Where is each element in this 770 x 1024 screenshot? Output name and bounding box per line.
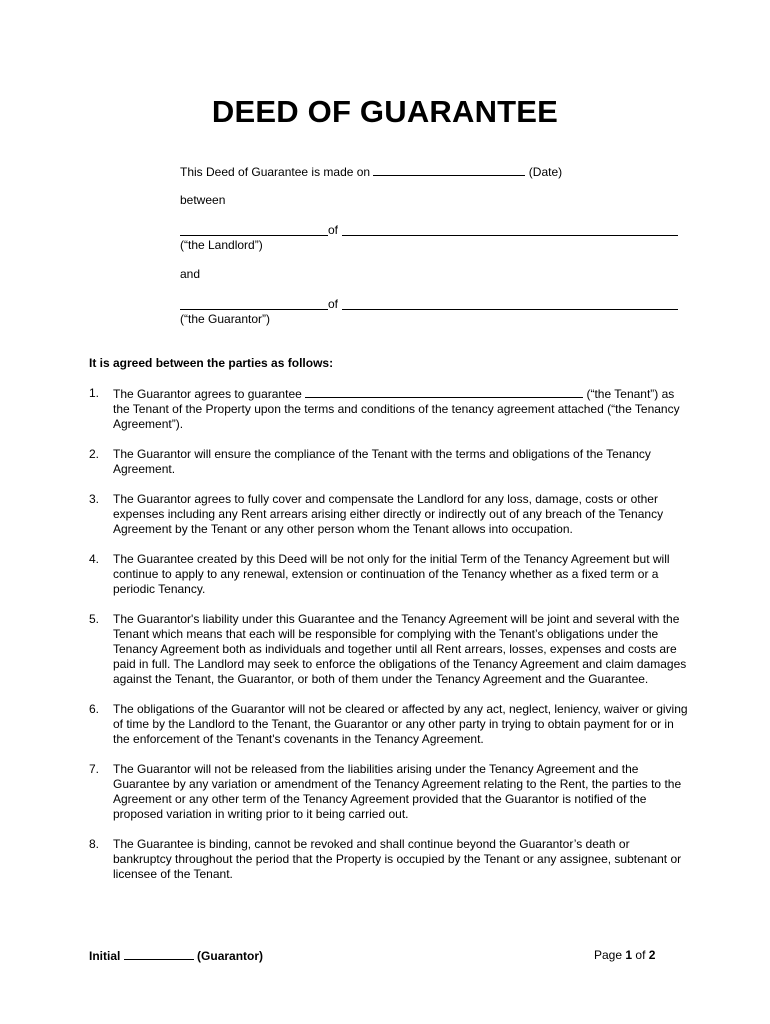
made-on-label: This Deed of Guarantee is made on xyxy=(180,165,371,179)
initial-label: Initial xyxy=(89,949,121,963)
clause-number: 2. xyxy=(89,447,100,461)
clause-item xyxy=(89,492,689,537)
of-label: of xyxy=(328,297,339,311)
clause-number: 4. xyxy=(89,552,100,566)
clause-text: The Guarantor agrees to guarantee xyxy=(113,387,302,401)
clause-number: 7. xyxy=(89,762,100,776)
date-blank[interactable] xyxy=(373,163,525,176)
clause-item xyxy=(89,702,689,747)
clause-text: The Guarantor will ensure the compliance of the Tenant with the terms and obligations of the Tenancy Agreement. xyxy=(113,447,651,476)
clause-number: 3. xyxy=(89,492,100,506)
clause-item xyxy=(89,552,689,597)
clause-text-cont: (“the Tenant”) as the Tenant of the Property upon the terms and conditions of the tenancy agreement attached (“the Tenancy Agreement”). xyxy=(113,387,680,431)
clause-item xyxy=(89,447,689,477)
between-label: between xyxy=(180,193,226,207)
landlord-address-blank[interactable] xyxy=(342,223,678,236)
made-on-line xyxy=(180,163,562,179)
clause-text: The Guarantee created by this Deed will be not only for the initial Term of the Tenancy Agreement but will continue to apply to any renewal, extension or continuation of the Tenancy whether as a fixed term or a periodic Tenancy. xyxy=(113,552,670,596)
landlord-name-blank[interactable] xyxy=(180,223,328,236)
clause-number: 8. xyxy=(89,837,100,851)
of-label: of xyxy=(328,223,339,237)
clause-list xyxy=(89,386,689,897)
guarantor-label: (“the Guarantor”) xyxy=(180,312,271,326)
clause-number: 5. xyxy=(89,612,100,626)
clause-text: The obligations of the Guarantor will not be cleared or affected by any act, neglect, leniency, waiver or giving of time by the Landlord to the Tenant, the Guarantor or any other party in trying to obtain payment for or in the enforcement of the Tenant's covenants in the Tenancy Agreement. xyxy=(113,702,688,746)
page-number xyxy=(594,948,655,962)
landlord-label: (“the Landlord”) xyxy=(180,238,263,252)
landlord-line xyxy=(180,223,680,237)
and-label: and xyxy=(180,267,201,281)
page-total: 2 xyxy=(648,948,656,962)
clause-item xyxy=(89,762,689,822)
agreed-heading: It is agreed between the parties as follows: xyxy=(89,356,334,370)
date-label: (Date) xyxy=(528,165,563,179)
guarantor-address-blank[interactable] xyxy=(342,297,678,310)
guarantor-line xyxy=(180,297,680,311)
initial-role: (Guarantor) xyxy=(197,949,264,963)
guarantor-name-blank[interactable] xyxy=(180,297,328,310)
tenant-name-blank[interactable] xyxy=(305,386,583,398)
initial-blank[interactable] xyxy=(124,948,194,960)
page-of: of xyxy=(635,948,646,962)
document-title: DEED OF GUARANTEE xyxy=(211,94,559,129)
clause-number: 1. xyxy=(89,386,100,400)
clause-item xyxy=(89,612,689,687)
initial-field xyxy=(89,948,263,963)
clause-number: 6. xyxy=(89,702,100,716)
page-current: 1 xyxy=(625,948,633,962)
clause-text: The Guarantor agrees to fully cover and compensate the Landlord for any loss, damage, costs or other expenses including any Rent arrears arising either directly or indirectly out of any breach of the Tenancy Agreement by the Tenant or any other person whom the Tenant allows into occupation. xyxy=(113,492,664,536)
clause-item xyxy=(89,386,689,432)
clause-item xyxy=(89,837,689,882)
clause-text: The Guarantor will not be released from the liabilities arising under the Tenancy Agreement and the Guarantee by any variation or amendment of the Tenancy Agreement relating to the Rent, the parties to the Agreement or any other term of the Tenancy Agreement provided that the Guarantor is notified of the proposed variation in writing prior to it being carried out. xyxy=(113,762,682,821)
page-word: Page xyxy=(594,948,623,962)
clause-text: The Guarantor's liability under this Guarantee and the Tenancy Agreement will be joint and several with the Tenant which means that each will be responsible for complying with the Tenant’s obligations under the Tenancy Agreement both as individuals and together until all Rent arrears, losses, expenses and costs are paid in full. The Landlord may seek to enforce the obligations of the Tenancy Agreement and claim damages against the Tenant, the Guarantor, or both of them under the Tenancy Agreement and the Guarantee. xyxy=(113,612,687,686)
clause-text: The Guarantee is binding, cannot be revoked and shall continue beyond the Guarantor’s death or bankruptcy throughout the period that the Property is occupied by the Tenant or any assignee, subtenant or licensee of the Tenant. xyxy=(113,837,682,881)
